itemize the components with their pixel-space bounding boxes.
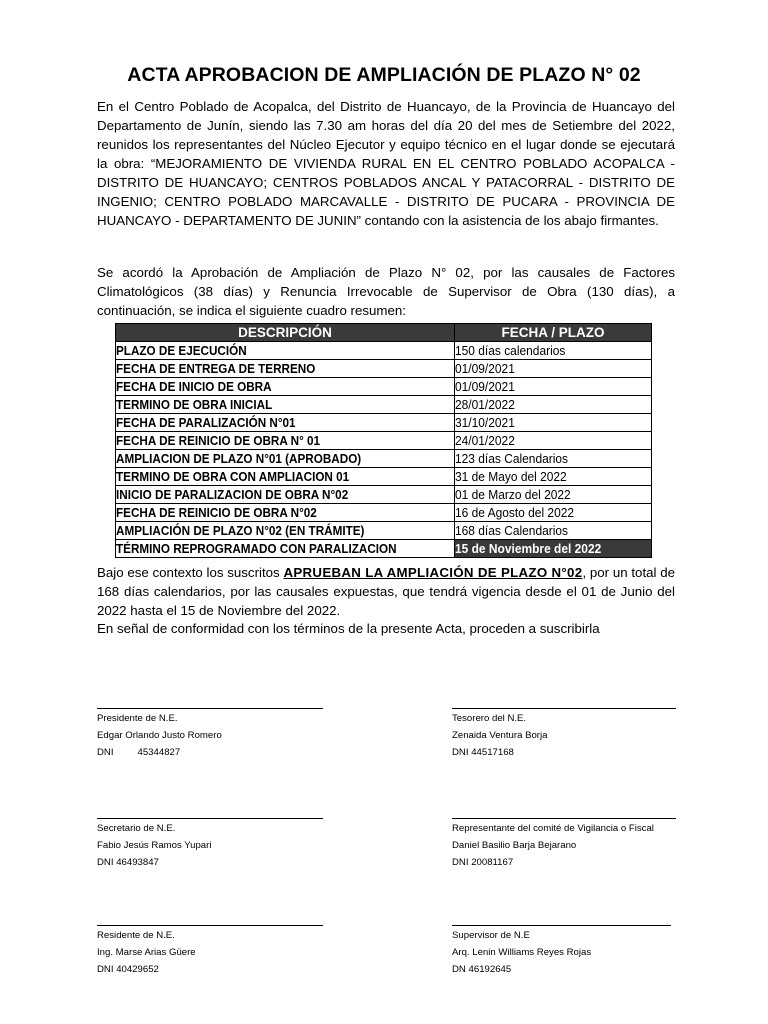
signature-line <box>97 818 323 819</box>
signature-block-vigilancia <box>452 818 676 871</box>
signer-role: Residente de N.E. <box>97 930 175 941</box>
signer-name: Arq. Lenin Williams Reyes Rojas <box>452 947 592 958</box>
signer-dni: DN 46192645 <box>452 964 512 975</box>
table-row <box>116 360 652 378</box>
signer-role: Secretario de N.E. <box>97 823 176 834</box>
signer-role: Supervisor de N.E <box>452 930 530 941</box>
signer-dni: DNI 20081167 <box>452 857 514 868</box>
header-description: DESCRIPCIÓN <box>116 324 455 342</box>
table-row <box>116 396 652 414</box>
summary-table <box>115 323 652 558</box>
row-description: FECHA DE REINICIO DE OBRA N°02 <box>116 504 455 522</box>
approval-text-before: Bajo ese contexto los suscritos <box>97 565 284 580</box>
table-row <box>116 522 652 540</box>
table-row <box>116 432 652 450</box>
row-value: 01 de Marzo del 2022 <box>455 486 652 504</box>
signer-role: Presidente de N.E. <box>97 713 178 724</box>
row-value: 24/01/2022 <box>455 432 652 450</box>
signer-name: Ing. Marse Arias Güere <box>97 947 196 958</box>
opening-paragraph: En el Centro Poblado de Acopalca, del Distrito de Huancayo, de la Provincia de Huancayo del Departamento de Junín, siendo las 7.30 am horas del día 20 del mes de Setiembre del 2022, reunidos los representantes del Núcleo Ejecutor y equipo técnico en el lugar donde se ejecutará la obra: “MEJORAMIENTO DE VIVIENDA RURAL EN EL CENTRO POBLADO ACOPALCA - DISTRITO DE HUANCAYO; CENTROS POBLADOS ANCAL Y PATACORRAL - DISTRITO DE INGENIO; CENTRO POBLADO MARCAVALLE - DISTRITO DE PUCARA - PROVINCIA DE HUANCAYO - DEPARTAMENTO DE JUNIN” contando con la asistencia de los abajo firmantes. <box>97 99 675 228</box>
signer-dni: DNI 46493847 <box>97 857 159 868</box>
table-row <box>116 342 652 360</box>
table-header-row <box>116 324 652 342</box>
table-row-final-term <box>116 540 652 558</box>
signature-line <box>97 925 323 926</box>
row-description: TÉRMINO REPROGRAMADO CON PARALIZACION <box>116 540 455 558</box>
row-description: AMPLIACIÓN DE PLAZO N°02 (EN TRÁMITE) <box>116 522 455 540</box>
row-value: 01/09/2021 <box>455 378 652 396</box>
signer-role: Tesorero del N.E. <box>452 713 527 724</box>
row-value: 28/01/2022 <box>455 396 652 414</box>
table-row <box>116 468 652 486</box>
row-value: 31/10/2021 <box>455 414 652 432</box>
signer-dni: DNI 44517168 <box>452 747 514 758</box>
approval-text-after: , por un total de 168 días calendarios, por las causales expuestas, que tendrá vigencia desde el 01 de Junio del 2022 hasta el 15 de Noviembre del 2022. <box>97 565 676 618</box>
signer-name: Zenaida Ventura Borja <box>452 730 548 741</box>
approval-emphasis: APRUEBAN LA AMPLIACIÓN DE PLAZO N°02 <box>283 565 583 580</box>
row-value: 16 de Agosto del 2022 <box>455 504 652 522</box>
approval-paragraph <box>97 563 675 620</box>
row-value: 150 días calendarios <box>455 342 652 360</box>
signature-line <box>452 818 676 819</box>
signature-block-presidente <box>97 708 323 761</box>
row-description: FECHA DE INICIO DE OBRA <box>116 378 455 396</box>
row-description: PLAZO DE EJECUCIÓN <box>116 342 455 360</box>
signer-dni: DNI 40429652 <box>97 964 159 975</box>
signer-name: Edgar Orlando Justo Romero <box>97 730 222 741</box>
row-value: 123 días Calendarios <box>455 450 652 468</box>
signature-block-secretario <box>97 818 323 871</box>
table-row <box>116 450 652 468</box>
signer-name: Daniel Basilio Barja Bejarano <box>452 840 577 851</box>
row-value: 01/09/2021 <box>455 360 652 378</box>
signer-role: Representante del comité de Vigilancia o Fiscal <box>452 823 654 834</box>
row-description: FECHA DE ENTREGA DE TERRENO <box>116 360 455 378</box>
table-row <box>116 486 652 504</box>
signer-name: Fabio Jesús Ramos Yupari <box>97 840 212 851</box>
signature-line <box>452 708 676 709</box>
agreement-paragraph: Se acordó la Aprobación de Ampliación de Plazo N° 02, por las causales de Factores Climatológicos (38 días) y Renuncia Irrevocable de Supervisor de Obra (130 días), a continuación, se indica el siguiente cuadro resumen: <box>97 265 675 318</box>
row-description: INICIO DE PARALIZACION DE OBRA N°02 <box>116 486 455 504</box>
row-description: FECHA DE PARALIZACIÓN N°01 <box>116 414 455 432</box>
signer-dni: DNI 45344827 <box>97 747 181 758</box>
row-description: TERMINO DE OBRA CON AMPLIACION 01 <box>116 468 455 486</box>
row-value-highlighted: 15 de Noviembre del 2022 <box>455 540 652 558</box>
header-date-term: FECHA / PLAZO <box>455 324 652 342</box>
row-description: AMPLIACION DE PLAZO N°01 (APROBADO) <box>116 450 455 468</box>
table-row <box>116 378 652 396</box>
table-row <box>116 504 652 522</box>
row-value: 31 de Mayo del 2022 <box>455 468 652 486</box>
document-title: ACTA APROBACION DE AMPLIACIÓN DE PLAZO N° 02 <box>127 64 641 86</box>
row-description: TERMINO DE OBRA INICIAL <box>116 396 455 414</box>
signature-block-tesorero <box>452 708 676 761</box>
table-row <box>116 414 652 432</box>
signature-line <box>452 925 671 926</box>
signature-block-residente <box>97 925 323 978</box>
signature-block-supervisor <box>452 925 671 978</box>
row-value: 168 días Calendarios <box>455 522 652 540</box>
closing-paragraph: En señal de conformidad con los términos de la presente Acta, proceden a suscribirla <box>97 621 600 636</box>
signature-line <box>97 708 323 709</box>
row-description: FECHA DE REINICIO DE OBRA N° 01 <box>116 432 455 450</box>
